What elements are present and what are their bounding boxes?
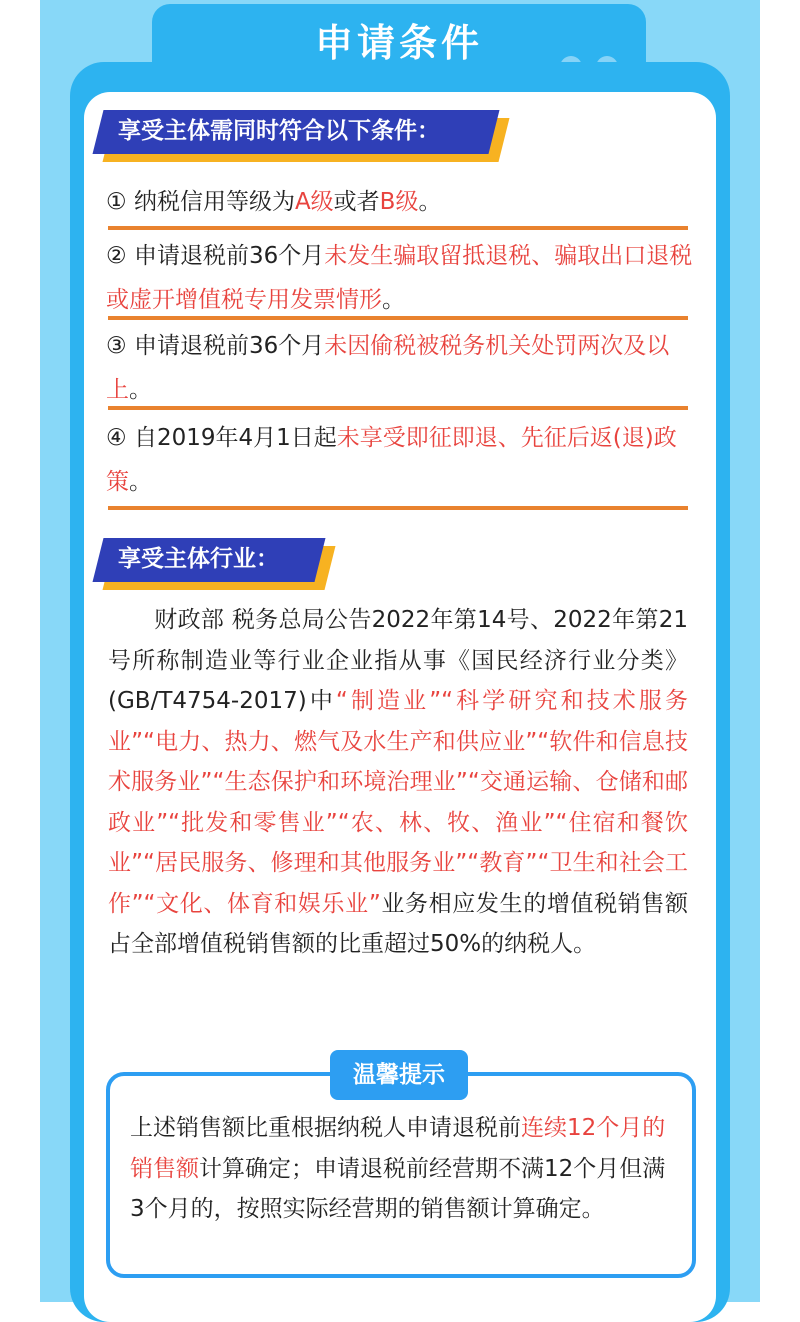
page-title: 申请条件	[314, 21, 483, 65]
section-heading-label: 享受主体行业：	[118, 546, 279, 572]
condition-item	[106, 180, 696, 224]
industry-intro: 财政部 税务总局公告2022年第14号、2022年第21号所称制造业等行业企业指从事《国民经济行业分类》(GB/T4754-2017)中	[108, 607, 688, 714]
condition-text: 。	[382, 287, 405, 313]
section-heading-industries	[98, 538, 320, 582]
tip-highlight: 连续12个月的销售额	[130, 1115, 666, 1182]
tip-label: 温馨提示	[330, 1050, 468, 1100]
condition-text: 申请退税前36个月	[133, 243, 325, 269]
condition-text: 纳税信用等级为	[133, 189, 295, 215]
condition-number: ①	[106, 189, 127, 215]
condition-highlight: 未发生骗取留抵退税、骗取出口退税或虚开增值税专用发票情形	[106, 243, 693, 313]
divider	[108, 506, 688, 510]
condition-text: 自2019年4月1日起	[133, 425, 337, 451]
condition-highlight: 未享受即征即退、先征后返(退)政策	[106, 425, 677, 495]
condition-text: 。	[418, 189, 442, 215]
condition-highlight: B级	[379, 189, 419, 215]
condition-number: ③	[106, 333, 127, 359]
section-heading-label: 享受主体需同时符合以下条件：	[118, 118, 440, 144]
condition-highlight: 未因偷税被税务机关处罚两次及以上	[106, 333, 670, 403]
industry-list: “制造业”“科学研究和技术服务业”“电力、热力、燃气及水生产和供应业”“软件和信息技术服务业”“生态保护和环境治理业”“交通运输、仓储和邮政业”“批发和零售业”“农、林、牧、渔业”“住宿和餐饮业”“居民服务、修理和其他服务业”“教育”“卫生和社会工作”“文化、体育和娱乐业”	[108, 688, 688, 917]
condition-number: ④	[106, 425, 127, 451]
divider	[108, 316, 688, 320]
condition-text: 或者	[333, 189, 380, 215]
industry-paragraph	[108, 600, 688, 965]
tip-text-post: 计算确定；申请退税前经营期不满12个月但满3个月的，按照实际经营期的销售额计算确定。	[130, 1155, 666, 1222]
condition-item	[106, 324, 696, 412]
section-heading-conditions	[98, 110, 494, 154]
condition-number: ②	[106, 243, 127, 269]
condition-highlight: A级	[294, 189, 334, 215]
divider	[108, 226, 688, 230]
condition-item	[106, 234, 696, 322]
industry-outro: 业务相应发生的增值税销售额占全部增值税销售额的比重超过50%的纳税人。	[108, 890, 689, 957]
tip-text	[130, 1108, 670, 1230]
condition-text: 。	[129, 469, 152, 495]
condition-text: 申请退税前36个月	[133, 333, 325, 359]
divider	[108, 406, 688, 410]
tip-text-pre: 上述销售额比重根据纳税人申请退税前	[130, 1115, 521, 1141]
condition-item	[106, 416, 696, 504]
condition-text: 。	[129, 377, 152, 403]
